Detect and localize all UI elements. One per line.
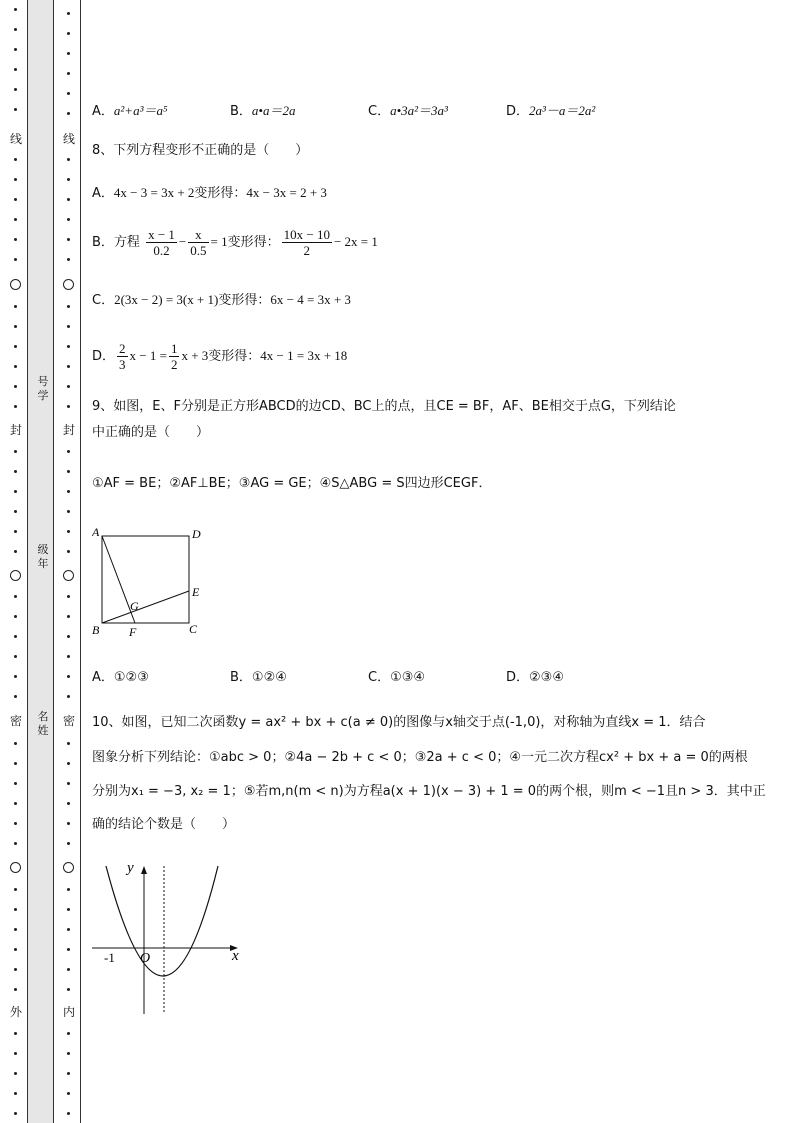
point-g-label: G	[130, 599, 139, 613]
field-student-number: 号学	[37, 375, 49, 402]
q7-option-a: A．a²+a³＝a⁵	[92, 103, 168, 119]
inner-label-xian: 线	[62, 132, 75, 146]
inner-circle-mark	[63, 570, 74, 581]
q9-stem-line1: 9、如图，E、F分别是正方形ABCD的边CD、BC上的点，且CE = BF，AF、BE相交于点G，下列结论	[92, 399, 676, 414]
q9-option-d: D．②③④	[506, 670, 564, 685]
outer-label-mi: 密	[9, 714, 22, 728]
outer-circle-mark	[10, 279, 21, 290]
field-name: 名姓	[37, 710, 49, 737]
point-c-label: C	[189, 622, 198, 636]
inner-circle-mark	[63, 862, 74, 873]
field-grade: 级年	[37, 543, 49, 570]
inner-label-mi: 密	[62, 714, 75, 728]
point-b-label: B	[92, 623, 100, 637]
outer-circle-mark	[10, 862, 21, 873]
q9-option-b: B．①②④	[230, 670, 287, 685]
inner-label-nei: 内	[62, 1005, 75, 1019]
q10-stem-line3: 分别为x₁ = −3, x₂ = 1；⑤若m,n(m < n)为方程a(x + 1)(x − 3) + 1 = 0的两个根，则m < −1且n > 3．其中正	[92, 784, 766, 799]
outer-label-wai: 外	[9, 1005, 22, 1019]
fraction: $\frac{2}{3}$	[119, 341, 126, 372]
parabola-curve	[106, 866, 218, 976]
q9-conclusions: ①AF = BE；②AF⊥BE；③AG = GE；④S△ABG = S四边形CEGF．	[92, 476, 492, 491]
q9-option-a: A．①②③	[92, 670, 149, 685]
q9-option-c: C．①③④	[368, 670, 426, 685]
q10-stem-line4: 确的结论个数是（ ）	[92, 817, 236, 832]
q7-option-c: C．a•3a²＝3a³	[368, 103, 448, 119]
q10-stem-line1: 10、如图，已知二次函数y = ax² + bx + c(a ≠ 0)的图像与x轴交于点(-1,0)，对称轴为直线x = 1．结合	[92, 715, 706, 730]
fraction: $\frac{x - 1}{0.2}$	[148, 227, 175, 258]
x-axis-label: x	[232, 948, 239, 964]
fraction: $\frac{1}{2}$	[170, 341, 178, 372]
q8-option-b: B．方程 $\frac{x - 1}{0.2}$ − $\frac{x}{0.5}$ = 1变形得： $\frac{10x - 10}{2}$ − 2x = 1	[92, 227, 378, 258]
margin-divider-line	[80, 0, 81, 1123]
segment-be	[102, 591, 189, 623]
tick-label-minus-one: -1	[104, 950, 115, 965]
q8-option-a: A．4x − 3 = 3x + 2变形得：4x − 3x = 2 + 3	[92, 185, 327, 201]
q7-option-d: D．2a³－a＝2a²	[506, 103, 596, 119]
y-axis-label: y	[127, 860, 134, 876]
q9-stem-line2: 中正确的是（ ）	[92, 425, 210, 440]
q10-parabola-graph	[92, 856, 252, 1016]
q8-option-c: C．2(3x − 2) = 3(x + 1)变形得：6x − 4 = 3x + 3	[92, 292, 351, 308]
q7-option-b: B．a•a＝2a	[230, 103, 296, 119]
q8-stem: 8、下列方程变形不正确的是（ ）	[92, 143, 309, 158]
point-f-label: F	[129, 625, 137, 639]
outer-circle-mark	[10, 570, 21, 581]
outer-label-xian: 线	[9, 132, 22, 146]
q9-square-figure	[92, 520, 212, 645]
point-e-label: E	[192, 585, 200, 599]
point-d-label: D	[192, 527, 201, 541]
inner-circle-mark	[63, 279, 74, 290]
outer-seal-line	[6, 0, 26, 1123]
inner-label-feng: 封	[62, 423, 75, 437]
q8-option-d: D． $\frac{2}{3}$ x − 1 = $\frac{1}{2}$ x + 3变形得：4x − 1 = 3x + 18	[92, 341, 348, 372]
square-abcd	[102, 536, 189, 623]
fraction: $\frac{x}{0.5}$	[190, 227, 207, 258]
point-a-label: A	[92, 525, 100, 539]
origin-label: O	[140, 951, 151, 966]
inner-seal-line	[59, 0, 79, 1123]
y-axis-arrow	[141, 866, 147, 874]
fraction: $\frac{10x - 10}{2}$	[283, 227, 330, 258]
q10-stem-line2: 图象分析下列结论：①abc > 0；②4a − 2b + c < 0；③2a + c < 0；④一元二次方程cx² + bx + a = 0的两根	[92, 750, 748, 765]
outer-label-feng: 封	[9, 423, 22, 437]
